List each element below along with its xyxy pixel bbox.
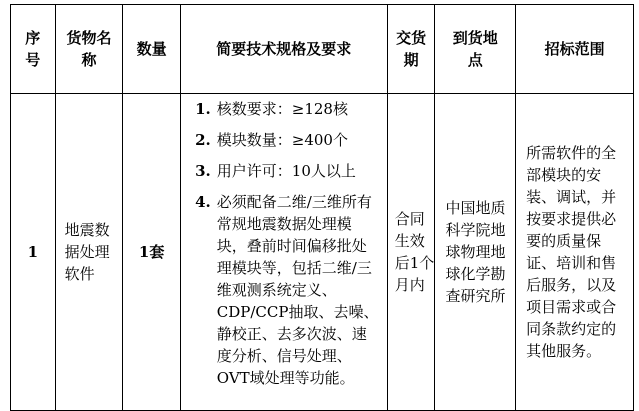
header-scope: 招标范围	[516, 5, 634, 94]
spec-item-text: 必须配备二维/三维所有常规地震数据处理模块，叠前时间偏移批处理模块等，包括二维/三维观测系统定义、CDP/CCP抽取、去噪、静校正、去多次波、速度分析、信号处理、OVT域处理等功能。	[216, 193, 379, 387]
row-no: 1	[11, 94, 56, 411]
procurement-table	[10, 4, 634, 411]
header-delivery: 交货 期	[387, 5, 435, 94]
spec-item-number: 2.	[195, 131, 211, 149]
spec-item-number: 3.	[195, 162, 211, 180]
spec-item	[181, 98, 387, 120]
spec-item-text: 核数要求：≥128核	[216, 100, 348, 118]
spec-item-text: 模块数量：≥400个	[216, 131, 348, 149]
row-spec	[180, 94, 387, 411]
spec-item-number: 4.	[195, 193, 211, 211]
row-name: 地震数据处理软件	[55, 94, 123, 411]
row-scope: 所需软件的全部模块的安装、调试，并按要求提供必要的质量保证、培训和售后服务，以及项目需求或合同条款约定的其他服务。	[516, 94, 634, 411]
row-qty: 1套	[123, 94, 180, 411]
header-no: 序 号	[11, 5, 56, 94]
header-qty: 数量	[123, 5, 180, 94]
row-delivery: 合同生效后1个月内	[387, 94, 435, 411]
header-spec: 简要技术规格及要求	[180, 5, 387, 94]
spec-list	[181, 98, 387, 389]
row-place: 中国地质科学院地球物理地球化学勘查研究所	[435, 94, 516, 411]
spec-item-number: 1.	[195, 100, 211, 118]
header-name: 货物名 称	[55, 5, 123, 94]
table-row	[11, 94, 634, 411]
header-place: 到货地 点	[435, 5, 516, 94]
spec-item	[181, 160, 387, 182]
spec-item	[181, 191, 387, 389]
header-row	[11, 5, 634, 94]
spec-item-text: 用户许可：10人以上	[216, 162, 356, 180]
spec-item	[181, 129, 387, 151]
